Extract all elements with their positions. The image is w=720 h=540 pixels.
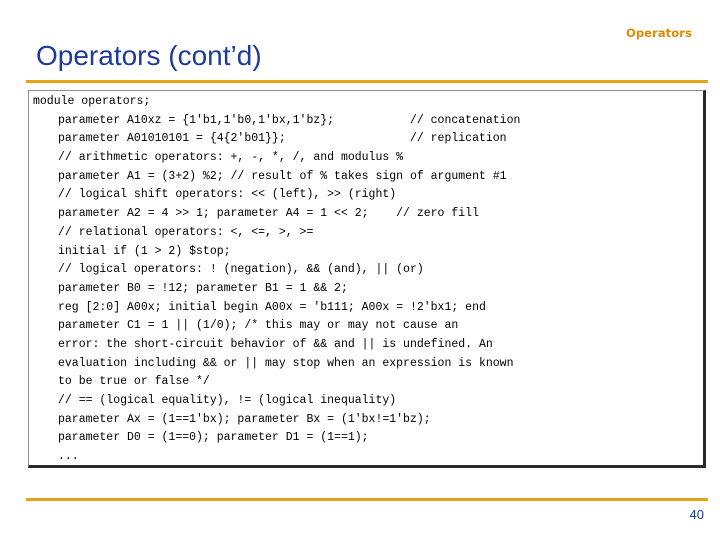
code-line: module operators; (33, 95, 151, 108)
code-line: to be true or false */ (58, 375, 210, 389)
title-divider (26, 80, 708, 83)
code-line: evaluation including && or || may stop when an expression is known (58, 356, 514, 370)
page-number: 40 (689, 507, 704, 522)
code-line: parameter A1 = (3+2) %2; // result of % takes sign of argument #1 (58, 169, 507, 183)
code-line: ... (58, 450, 79, 464)
section-label: Operators (625, 26, 692, 40)
code-listing (28, 90, 706, 468)
code-line: // arithmetic operators: +, -, *, /, and modulus % (58, 151, 404, 165)
code-line: parameter A01010101 = {4{2'b01}}; // replication (58, 132, 507, 146)
code-line: parameter C1 = 1 || (1/0); /* this may or may not cause an (58, 319, 459, 333)
code-line: // relational operators: <, <=, >, >= (58, 225, 314, 239)
code-line: parameter A10xz = {1'b1,1'b0,1'bx,1'bz}; // concatenation (58, 113, 521, 127)
code-line: reg [2:0] A00x; initial begin A00x = 'b111; A00x = !2'bx1; end (58, 300, 486, 314)
code-line: // logical shift operators: << (left), >> (right) (58, 188, 397, 202)
code-line: parameter B0 = !12; parameter B1 = 1 && 2; (58, 281, 348, 295)
code-line: parameter D0 = (1==0); parameter D1 = (1==1); (58, 431, 369, 445)
code-line: parameter Ax = (1==1'bx); parameter Bx = (1'bx!=1'bz); (58, 412, 431, 426)
code-line: initial if (1 > 2) $stop; (58, 244, 231, 258)
code-line: // == (logical equality), != (logical inequality) (58, 394, 397, 407)
code-line: parameter A2 = 4 >> 1; parameter A4 = 1 << 2; // zero fill (58, 207, 479, 221)
code-line: // logical operators: ! (negation), && (and), || (or) (58, 263, 424, 277)
footer-divider (26, 498, 708, 501)
code-line: error: the short-circuit behavior of && and || is undefined. An (58, 337, 493, 351)
slide-title: Operators (cont’d) (36, 40, 262, 71)
